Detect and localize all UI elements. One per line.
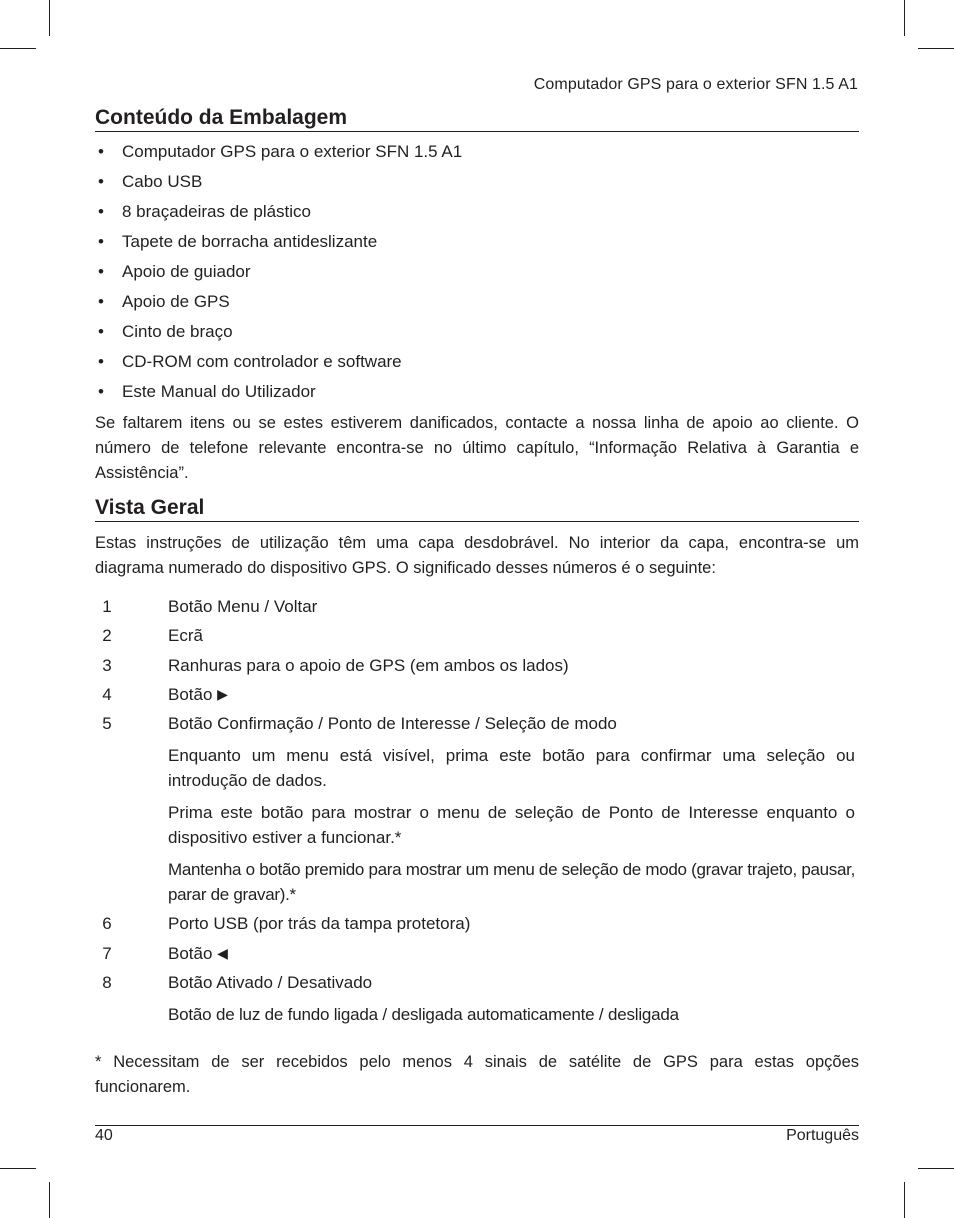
crop-mark (49, 0, 50, 36)
item-text: Enquanto um menu está visível, prima este botão para confirmar uma seleção ou introdução de dados. (168, 746, 855, 790)
bullet-icon: • (98, 352, 104, 371)
item-number: 8 (102, 973, 112, 992)
item-number: 2 (102, 626, 112, 645)
package-list (95, 137, 462, 407)
crop-mark (904, 0, 905, 36)
crop-mark (918, 1168, 954, 1169)
footer-rule (95, 1125, 859, 1126)
package-note: Se faltarem itens ou se estes estiverem danificados, contacte a nossa linha de apoio ao cliente. O número de telefone relevante encontra-se no último capítulo, “Informação Relativa à Garantia e Assistência”. (95, 414, 859, 482)
list-item: • Apoio de guiador (95, 257, 462, 287)
list-item: • Cabo USB (95, 167, 462, 197)
triangle-left-icon: ◀ (217, 945, 228, 961)
item-text: Botão Ativado / Desativado (168, 973, 373, 992)
footnote: * Necessitam de ser recebidos pelo menos 4 sinais de satélite de GPS para estas opções funcionarem. (95, 1053, 859, 1096)
item-text: Prima este botão para mostrar o menu de seleção de Ponto de Interesse enquanto o dispositivo estiver a funcionar.* (168, 803, 855, 847)
section-title-package: Conteúdo da Embalagem (95, 105, 859, 132)
running-header: Computador GPS para o exterior SFN 1.5 A1 (533, 76, 858, 93)
crop-mark (49, 1182, 50, 1218)
list-item: • Computador GPS para o exterior SFN 1.5 A1 (95, 137, 462, 167)
item-text: Porto USB (por trás da tampa protetora) (168, 914, 471, 933)
overview-intro: Estas instruções de utilização têm uma capa desdobrável. No interior da capa, encontra-se um diagrama numerado do dispositivo GPS. O significado desses números é o seguinte: (95, 534, 859, 577)
item-number: 4 (102, 685, 112, 704)
section-title-overview: Vista Geral (95, 495, 859, 522)
list-item: • Este Manual do Utilizador (95, 377, 462, 407)
list-item: • Cinto de braço (95, 317, 462, 347)
bullet-icon: • (98, 142, 104, 161)
crop-mark (0, 48, 36, 49)
list-item: • Apoio de GPS (95, 287, 462, 317)
crop-mark (904, 1182, 905, 1218)
bullet-icon: • (98, 292, 104, 311)
item-text: Botão (168, 685, 213, 704)
item-number: 7 (102, 944, 112, 963)
item-text: Botão (168, 944, 213, 963)
list-item: • Tapete de borracha antideslizante (95, 227, 462, 257)
list-item: • CD-ROM com controlador e software (95, 347, 462, 377)
item-text: Mantenha o botão premido para mostrar um menu de seleção de modo (gravar trajeto, pausar, parar de gravar).* (168, 860, 855, 904)
triangle-right-icon: ▶ (217, 686, 228, 702)
language-label: Português (786, 1127, 859, 1144)
item-text: Botão Confirmação / Ponto de Interesse / Seleção de modo (168, 714, 617, 733)
item-number: 6 (102, 914, 112, 933)
bullet-icon: • (98, 262, 104, 281)
bullet-icon: • (98, 202, 104, 221)
list-item: • 8 braçadeiras de plástico (95, 197, 462, 227)
bullet-icon: • (98, 322, 104, 341)
item-text: Ecrã (168, 626, 203, 645)
crop-mark (0, 1168, 36, 1169)
item-text: Botão de luz de fundo ligada / desligada automaticamente / desligada (168, 1005, 679, 1024)
item-text: Botão Menu / Voltar (168, 597, 318, 616)
item-text: Ranhuras para o apoio de GPS (em ambos os lados) (168, 656, 569, 675)
item-number: 5 (102, 714, 112, 733)
bullet-icon: • (98, 382, 104, 401)
crop-mark (918, 48, 954, 49)
item-number: 3 (102, 656, 112, 675)
page-number: 40 (95, 1127, 113, 1144)
item-number: 1 (102, 597, 112, 616)
bullet-icon: • (98, 172, 104, 191)
bullet-icon: • (98, 232, 104, 251)
